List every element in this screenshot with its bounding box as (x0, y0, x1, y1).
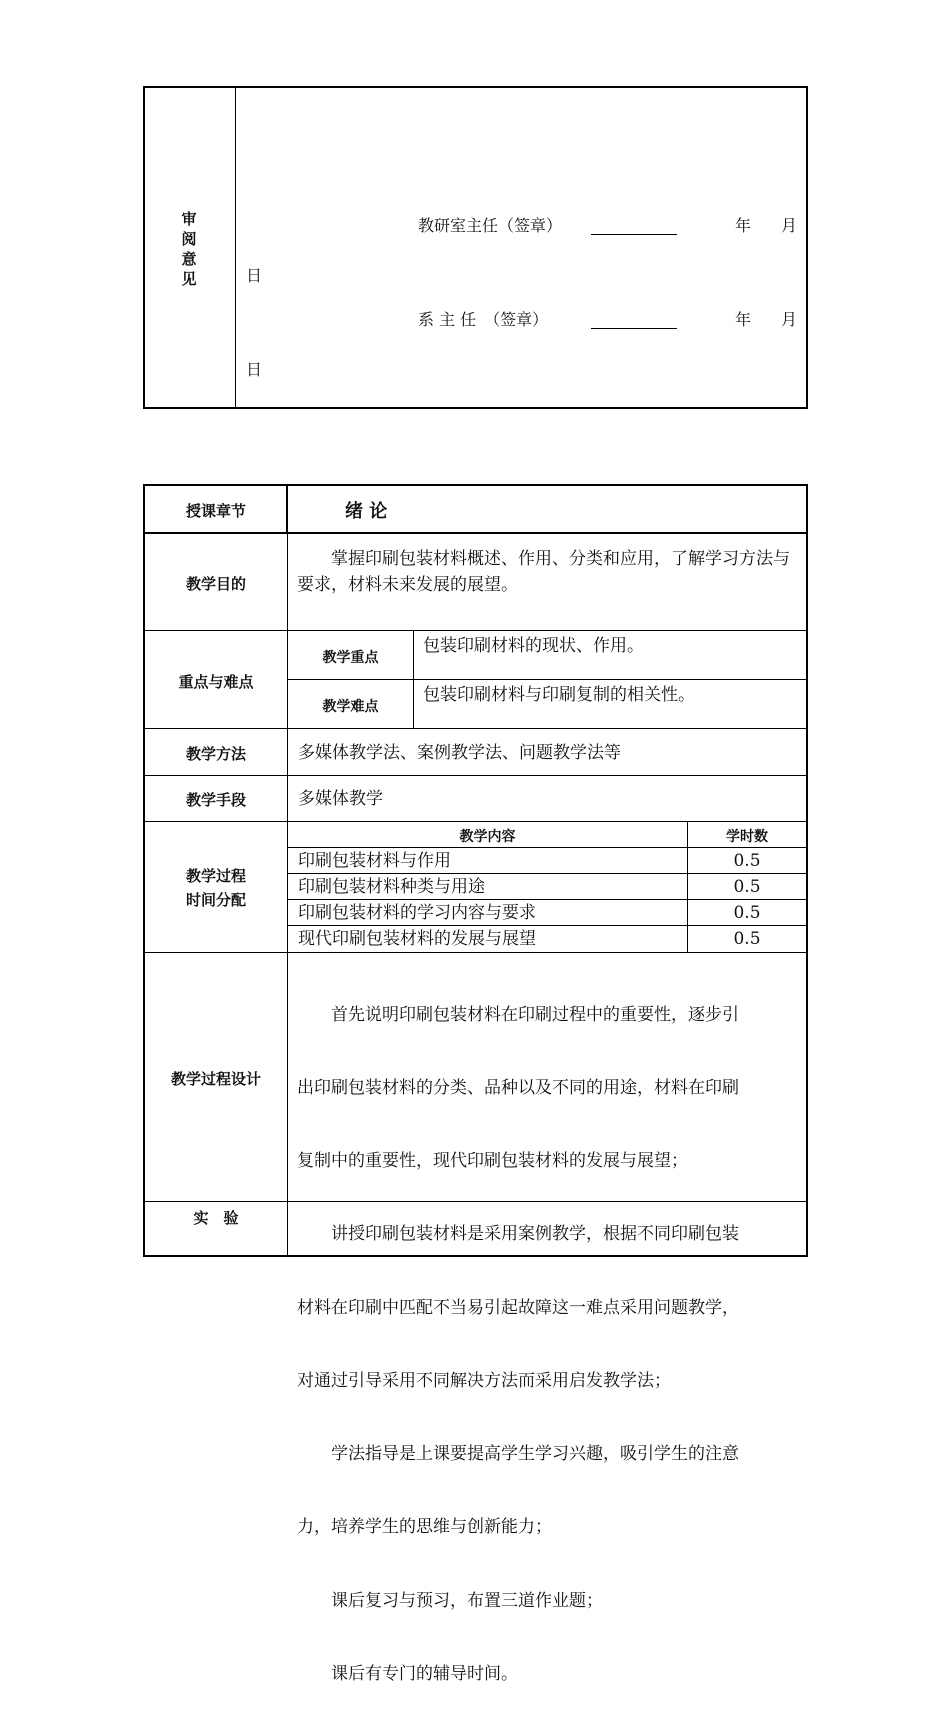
method-label: 教学方法 (185, 745, 246, 763)
director-year: 年 (735, 216, 752, 235)
time-header-hours: 学时数 (726, 829, 768, 845)
time-row-2-content: 印刷包装材料种类与用途 (298, 877, 485, 897)
time-label-line-1: 教学过程 (185, 867, 246, 885)
review-label-char-2: 阅 (181, 230, 197, 248)
row-line-key (145, 728, 806, 729)
difficulty-value: 包装印刷材料与印刷复制的相关性。 (423, 685, 695, 705)
row-line-key-inner (288, 679, 806, 680)
design-line-9: 课后复习与预习，布置三道作业题； (297, 1590, 603, 1611)
design-text (297, 954, 803, 1711)
goal-label: 教学目的 (185, 575, 246, 593)
dept-head-year: 年 (735, 310, 752, 329)
means-value: 多媒体教学 (298, 789, 383, 809)
design-line-8: 力，培养学生的思维与创新能力； (297, 1517, 552, 1538)
time-row-3-content: 印刷包装材料的学习内容与要求 (298, 903, 536, 923)
chapter-label: 授课章节 (185, 502, 246, 520)
method-value: 多媒体教学法、案例教学法、问题教学法等 (298, 743, 621, 763)
dept-head-signature-line (591, 328, 677, 329)
time-row-3-hours: 0.5 (733, 903, 761, 923)
design-label: 教学过程设计 (170, 1070, 261, 1088)
experiment-label: 实 验 (193, 1209, 239, 1227)
row-line-chapter (145, 532, 806, 534)
time-row-4-content: 现代印刷包装材料的发展与展望 (298, 929, 536, 949)
row-line-time (145, 952, 806, 953)
dept-head-day: 日 (246, 360, 263, 379)
goal-text: 掌握印刷包装材料概述、作用、分类和应用，了解学习方法与要求，材料未来发展的展望。 (297, 549, 790, 595)
row-line-means (145, 821, 806, 822)
review-label-char-1: 审 (181, 210, 197, 228)
time-row-1-hours: 0.5 (733, 851, 761, 871)
design-line-6: 对通过引导采用不同解决方法而采用启发教学法； (297, 1370, 671, 1391)
row-line-method (145, 775, 806, 776)
key-sublabel-divider (413, 631, 414, 728)
design-line-5: 材料在印刷中匹配不当易引起故障这一难点采用问题教学， (297, 1297, 739, 1318)
dept-head-signature-label: 系 主 任 （签章） (418, 310, 549, 329)
review-label-char-3: 意 (181, 250, 197, 268)
key-point-label: 教学重点 (322, 650, 379, 666)
design-line-7: 学法指导是上课要提高学生学习兴趣，吸引学生的注意 (297, 1444, 739, 1465)
label-column-divider (287, 486, 288, 1255)
difficulty-label: 教学难点 (322, 699, 379, 715)
time-row-4-hours: 0.5 (733, 929, 761, 949)
key-difficulty-label: 重点与难点 (178, 673, 254, 691)
design-line-3: 复制中的重要性，现代印刷包装材料的发展与展望； (297, 1151, 688, 1172)
time-row-2-hours: 0.5 (733, 877, 761, 897)
time-row-1-content: 印刷包装材料与作用 (298, 851, 451, 871)
director-day: 日 (246, 266, 263, 285)
review-divider (235, 88, 236, 407)
dept-head-month: 月 (781, 310, 798, 329)
design-line-2: 出印刷包装材料的分类、品种以及不同的用途，材料在印刷 (297, 1078, 739, 1099)
time-header-content: 教学内容 (459, 829, 516, 845)
review-label (170, 209, 208, 289)
time-label (145, 864, 287, 912)
design-line-10: 课后有专门的辅导时间。 (297, 1663, 518, 1684)
director-signature-line (591, 234, 677, 235)
review-table (143, 86, 808, 409)
director-signature-label: 教研室主任（签章） (418, 216, 563, 235)
chapter-value: 绪 论 (345, 501, 388, 522)
means-label: 教学手段 (185, 791, 246, 809)
director-month: 月 (781, 216, 798, 235)
time-label-line-2: 时间分配 (185, 891, 246, 909)
row-line-goal (145, 630, 806, 631)
review-label-char-4: 见 (181, 270, 197, 288)
design-line-4: 讲授印刷包装材料是采用案例教学，根据不同印刷包装 (297, 1224, 739, 1245)
design-line-1: 首先说明印刷包装材料在印刷过程中的重要性，逐步引 (297, 1004, 739, 1025)
key-point-value: 包装印刷材料的现状、作用。 (423, 636, 644, 656)
